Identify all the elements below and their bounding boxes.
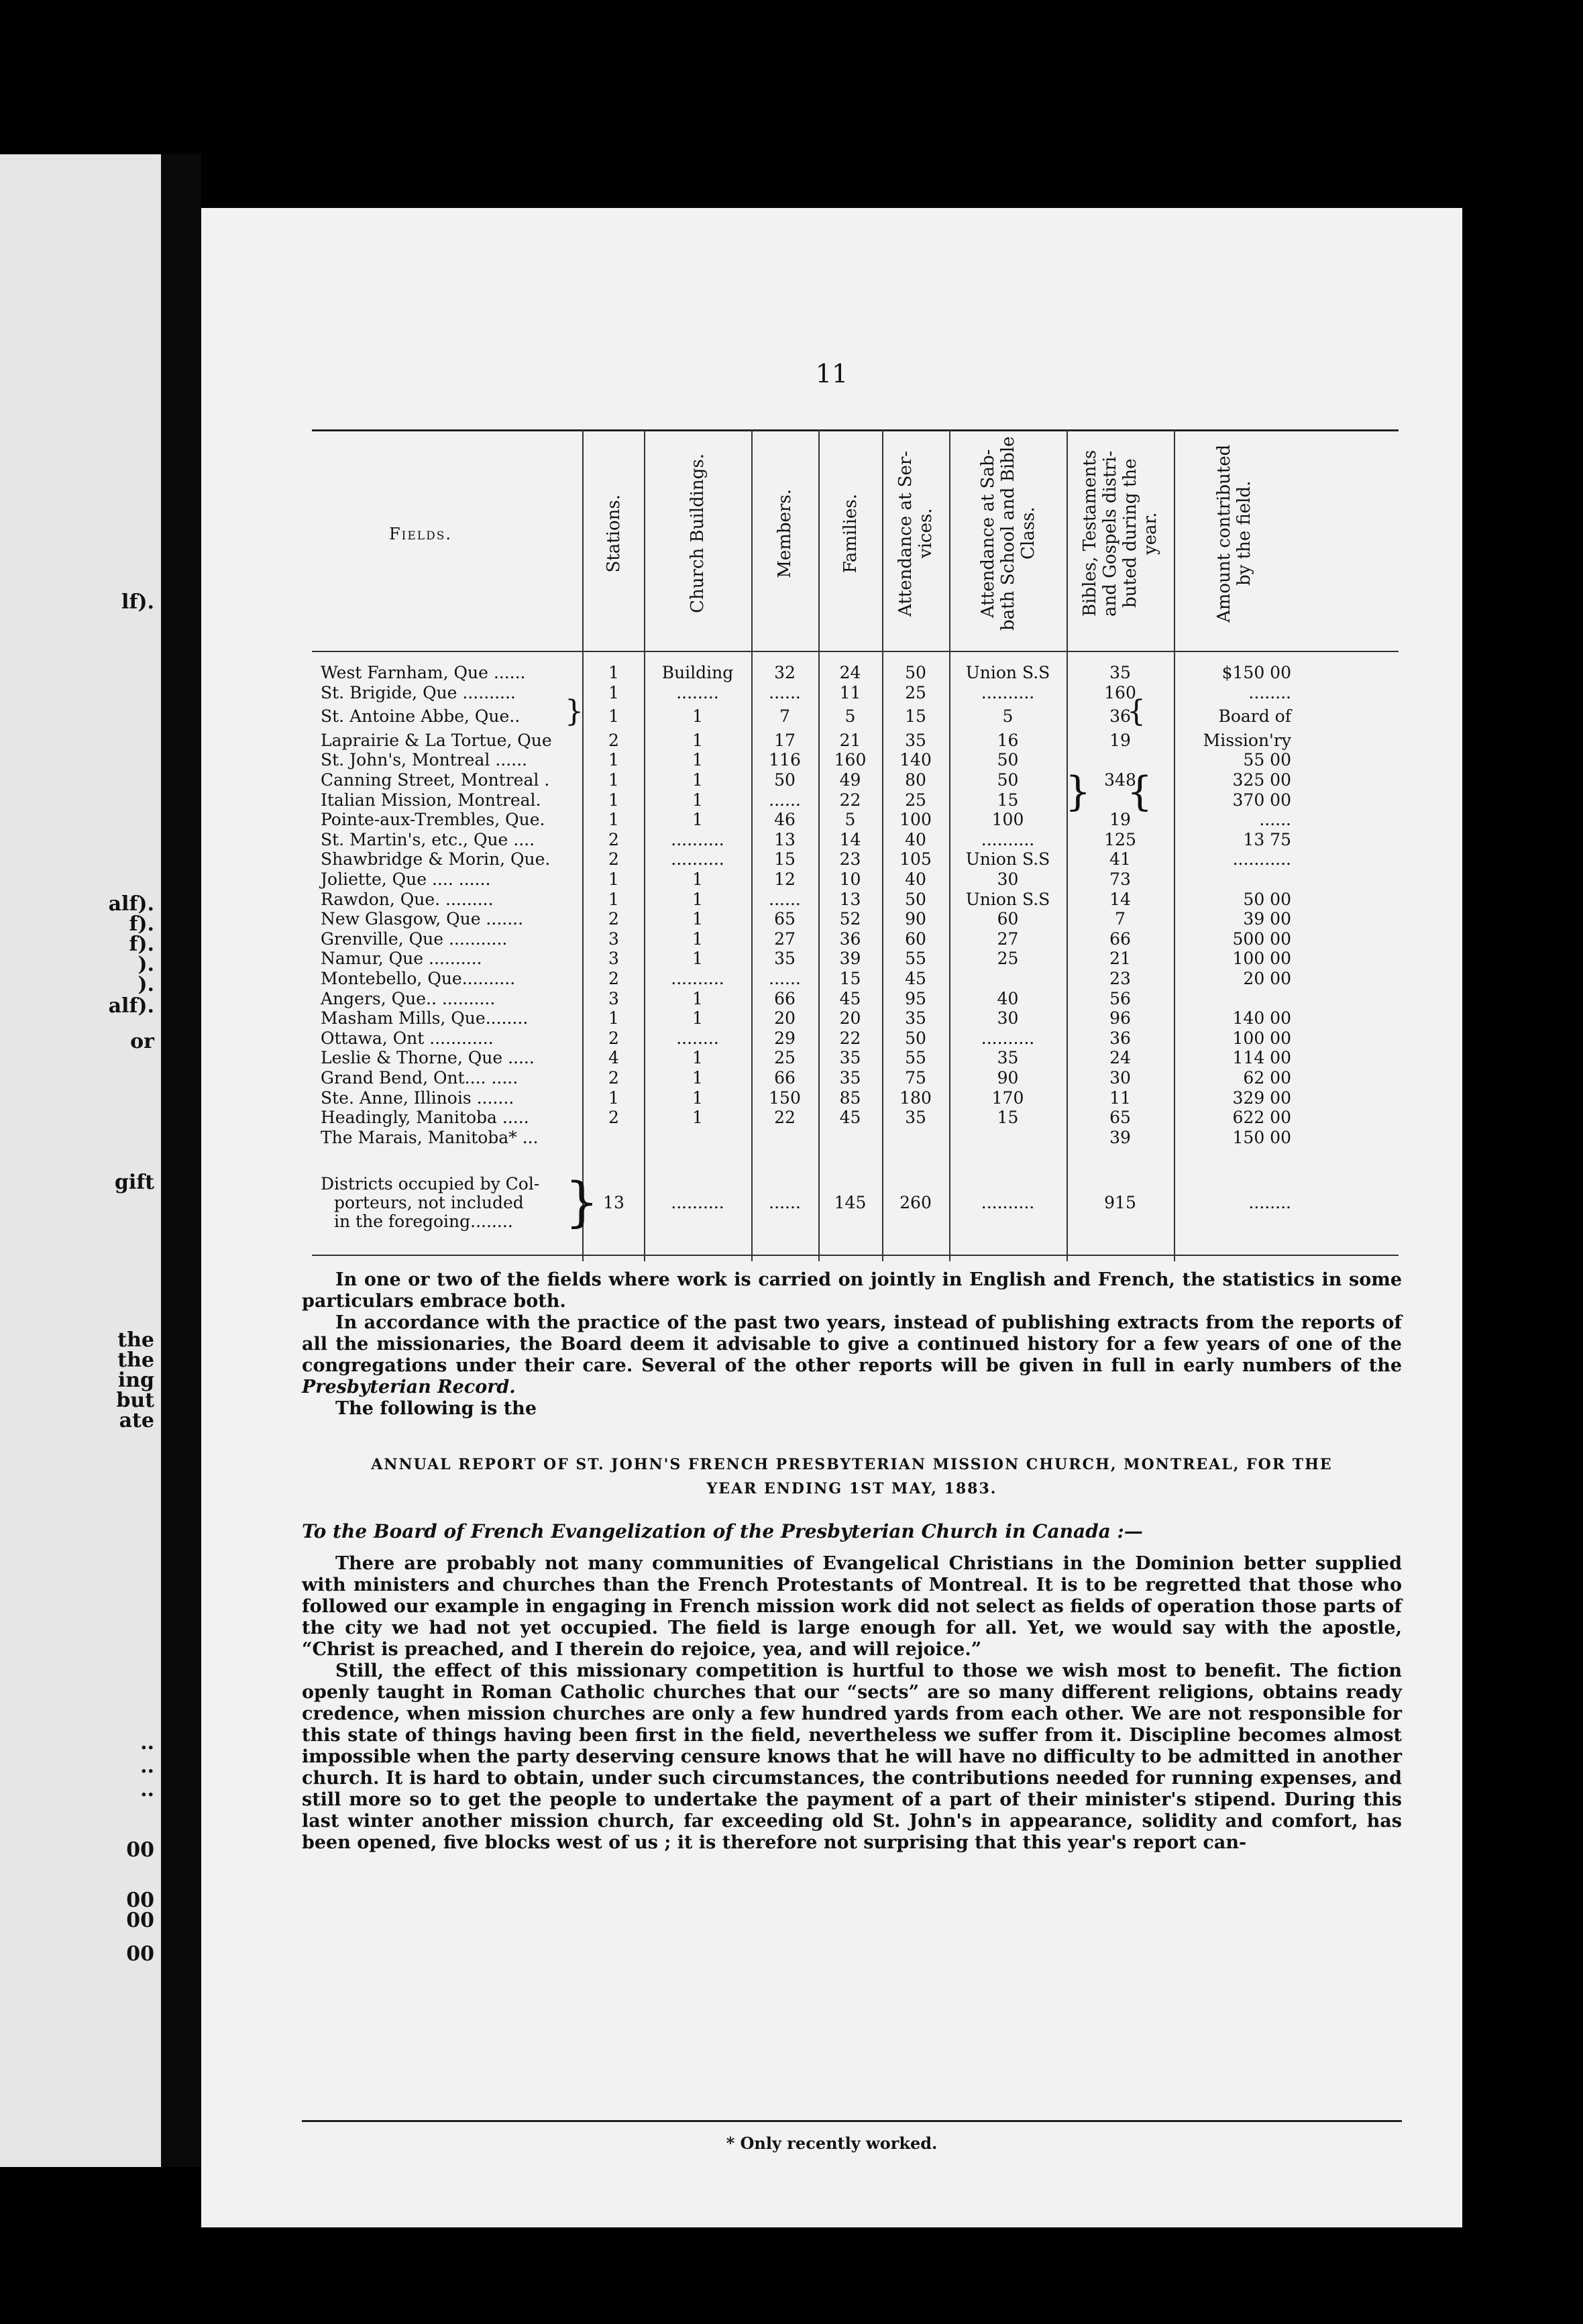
previous-page-text-fragment: ). — [138, 953, 154, 976]
table-cell-amount: 370 00 — [1232, 790, 1291, 810]
table-cell-stations: 1 — [608, 869, 619, 889]
table-cell-sabbath: Union S.S — [965, 889, 1050, 909]
members-header: Members. — [775, 488, 795, 578]
table-cell-attendance: 35 — [905, 730, 926, 750]
table-cell-stations: 2 — [608, 1028, 619, 1048]
table-cell-attendance: 80 — [905, 770, 926, 790]
table-cell-bibles: 125 — [1104, 829, 1136, 849]
table-cell-families: 15 — [839, 969, 861, 988]
table-cell-families: 22 — [839, 790, 861, 810]
table-cell-amount: 500 00 — [1232, 929, 1291, 949]
table-cell-sabbath: 16 — [997, 730, 1019, 750]
table-cell-members: 35 — [774, 949, 796, 969]
previous-page-text-fragment: 00 — [126, 1942, 154, 1966]
previous-page-text-fragment: the — [117, 1349, 154, 1372]
previous-page-text-fragment: f). — [129, 912, 154, 936]
field-name: Districts occupied by Col- — [321, 1174, 540, 1194]
table-cell-attendance: 25 — [905, 682, 926, 702]
field-name: porteurs, not included — [334, 1193, 524, 1212]
table-cell-church: 1 — [692, 730, 703, 750]
table-cell-bibles: 14 — [1109, 889, 1131, 909]
table-cell-members: 22 — [774, 1108, 796, 1128]
table-cell-church: 1 — [692, 706, 703, 727]
table-cell-attendance: 25 — [905, 790, 926, 810]
table-cell-amount: 13 75 — [1243, 829, 1291, 849]
table-cell-sabbath: 15 — [997, 790, 1019, 810]
table-cell-families: 160 — [834, 750, 867, 770]
previous-page-text-fragment: but — [116, 1389, 154, 1412]
table-cell-church: Building — [661, 663, 734, 682]
table-cell-stations: 3 — [608, 949, 619, 969]
previous-page-text-fragment: .. — [140, 1754, 154, 1778]
field-name: Italian Mission, Montreal. — [321, 790, 541, 810]
field-name: West Farnham, Que ...... — [321, 663, 526, 682]
previous-page-text-fragment: ate — [119, 1409, 154, 1432]
table-cell-sabbath: 50 — [997, 770, 1019, 790]
table-cell-families: 35 — [839, 1048, 861, 1068]
table-cell-stations: 2 — [608, 829, 619, 849]
table-cell-members: 116 — [769, 750, 801, 770]
table-cell-amount: 39 00 — [1243, 909, 1291, 929]
previous-page-text-fragment: 00 — [126, 1909, 154, 1932]
table-cell-bibles: 23 — [1109, 969, 1131, 988]
table-cell-amount: 100 00 — [1232, 1028, 1291, 1048]
field-name: St. Antoine Abbe, Que.. — [321, 706, 521, 727]
table-cell-church: 1 — [692, 869, 703, 889]
table-cell-stations: 1 — [608, 706, 619, 727]
previous-page-text-fragment: the — [117, 1328, 154, 1352]
field-name: Grand Bend, Ont.... ..... — [321, 1068, 518, 1088]
table-cell-amount: ........ — [1248, 682, 1291, 702]
table-cell-church: 1 — [692, 988, 703, 1008]
notes-paragraphs — [302, 1269, 1402, 1420]
table-cell-attendance: 50 — [905, 663, 926, 682]
table-cell-families: 24 — [839, 663, 861, 682]
table-cell-church: .......... — [671, 829, 724, 849]
table-cell-stations: 1 — [608, 1088, 619, 1108]
table-cell-families: 21 — [839, 730, 861, 750]
table-cell-bibles: 21 — [1109, 949, 1131, 969]
table-cell-sabbath: 100 — [991, 810, 1024, 830]
table-cell-members: 17 — [774, 730, 796, 750]
previous-page-text-fragment: ). — [138, 973, 154, 996]
brace: { — [1127, 694, 1146, 729]
table-cell-attendance: 95 — [905, 988, 926, 1008]
table-cell-stations: 2 — [608, 969, 619, 988]
table-cell-families: 52 — [839, 909, 861, 929]
table-cell-bibles: 56 — [1109, 988, 1131, 1008]
table-cell-attendance: 75 — [905, 1068, 926, 1088]
table-cell-sabbath: 30 — [997, 1008, 1019, 1028]
field-name: Angers, Que.. .......... — [321, 988, 496, 1008]
table-cell-bibles: 19 — [1109, 730, 1131, 750]
table-cell-members: 50 — [774, 770, 796, 790]
table-cell-bibles: 96 — [1109, 1008, 1131, 1028]
table-cell-amount: 100 00 — [1232, 949, 1291, 969]
table-cell-attendance: 15 — [905, 706, 926, 727]
table-cell-church: 1 — [692, 790, 703, 810]
table-cell-bibles: 19 — [1109, 810, 1131, 830]
previous-page-text-fragment: ing — [117, 1369, 154, 1392]
table-cell-church: 1 — [692, 810, 703, 830]
table-cell-stations: 1 — [608, 750, 619, 770]
fields-header: Fields. — [389, 525, 452, 543]
table-cell-bibles: 11 — [1109, 1088, 1131, 1108]
field-name: Canning Street, Montreal . — [321, 770, 550, 790]
table-cell-amount: ........... — [1232, 849, 1291, 869]
page-number: 11 — [815, 359, 849, 388]
church-buildings-header: Church Buildings. — [688, 454, 708, 613]
table-cell-amount: 150 00 — [1232, 1127, 1291, 1147]
bibles-header: Bibles, Testaments and Gospels distri- buted during the year. — [1080, 450, 1160, 617]
field-name: Namur, Que .......... — [321, 949, 482, 969]
table-cell-attendance: 180 — [899, 1088, 932, 1108]
table-cell-church: .......... — [671, 969, 724, 988]
previous-page-text-fragment: or — [130, 1030, 154, 1053]
table-cell-amount: Board of — [1218, 706, 1291, 727]
footnote: * Only recently worked. — [726, 2133, 938, 2153]
table-cell-church: 1 — [692, 929, 703, 949]
table-cell-members: 29 — [774, 1028, 796, 1048]
table-cell-families: 85 — [839, 1088, 861, 1108]
table-cell-families: 14 — [839, 829, 861, 849]
table-cell-attendance: 40 — [905, 829, 926, 849]
table-cell-bibles: 39 — [1109, 1127, 1131, 1147]
table-cell-sabbath: 30 — [997, 869, 1019, 889]
table-cell-sabbath: .......... — [981, 1193, 1035, 1212]
field-name: Shawbridge & Morin, Que. — [321, 849, 551, 869]
field-name: Joliette, Que .... ...... — [321, 869, 491, 889]
brace: } — [565, 694, 584, 729]
brace: } — [1065, 768, 1091, 815]
table-cell-members: 150 — [769, 1088, 801, 1108]
table-cell-amount: 622 00 — [1232, 1108, 1291, 1128]
table-cell-amount: 62 00 — [1243, 1068, 1291, 1088]
report-paragraph: There are probably not many communities of Evangelical Christians in the Dominion better supplied with ministers and churches than the French Protestants of Montreal. It is to be regretted that those who followed our example in engaging in French mission work did not select as fields of operation those parts of the city we had not yet occupied. The field is large enough for all. Yet, we would say with the apostle, “Christ is preached, and I therein do rejoice, yea, and will rejoice.” — [302, 1553, 1402, 1660]
table-cell-sabbath: 27 — [997, 929, 1019, 949]
table-cell-attendance: 140 — [899, 750, 932, 770]
header-rule — [312, 651, 1399, 652]
table-cell-attendance: 50 — [905, 889, 926, 909]
table-cell-families: 45 — [839, 988, 861, 1008]
table-cell-bibles: 65 — [1109, 1108, 1131, 1128]
previous-page-text-fragment: f). — [129, 933, 154, 956]
note-paragraph: The following is the — [335, 1398, 537, 1419]
table-cell-attendance: 35 — [905, 1008, 926, 1028]
table-cell-families: 49 — [839, 770, 861, 790]
attendance-services-header: Attendance at Ser- vices. — [895, 450, 936, 617]
stations-header: Stations. — [604, 494, 624, 573]
table-cell-stations: 2 — [608, 1108, 619, 1128]
field-name: The Marais, Manitoba* ... — [321, 1127, 539, 1147]
table-cell-members: 66 — [774, 1068, 796, 1088]
table-cell-amount: ........ — [1248, 1193, 1291, 1212]
table-cell-amount: 114 00 — [1232, 1048, 1291, 1068]
field-name: New Glasgow, Que ....... — [321, 909, 524, 929]
table-cell-attendance: 50 — [905, 1028, 926, 1048]
report-title: ANNUAL REPORT OF ST. JOHN'S FRENCH PRESBYTERIAN MISSION CHURCH, MONTREAL, FOR THE YEAR ENDING 1ST MAY, 1883. — [371, 1456, 1333, 1497]
note-paragraph: In one or two of the fields where work is carried on jointly in English and French, the statistics in some particulars embrace both. — [302, 1269, 1402, 1312]
field-name: Ste. Anne, Illinois ....... — [321, 1088, 514, 1108]
table-cell-bibles: 35 — [1109, 663, 1131, 682]
previous-page-text-fragment: 00 — [126, 1838, 154, 1862]
field-name: St. Brigide, Que .......... — [321, 682, 516, 702]
previous-page-edge — [0, 154, 161, 2167]
table-cell-families: 10 — [839, 869, 861, 889]
table-cell-amount: 325 00 — [1232, 770, 1291, 790]
field-name: Montebello, Que.......... — [321, 969, 516, 988]
table-cell-amount: 20 00 — [1243, 969, 1291, 988]
table-cell-bibles: 348 — [1104, 770, 1136, 790]
table-cell-bibles: 160 — [1104, 682, 1136, 702]
table-cell-members: 12 — [774, 869, 796, 889]
table-cell-families: 5 — [844, 810, 856, 830]
table-cell-bibles: 73 — [1109, 869, 1131, 889]
report-salutation: To the Board of French Evangelization of the Presbyterian Church in Canada :— — [302, 1520, 1143, 1542]
table-cell-sabbath: .......... — [981, 1028, 1035, 1048]
table-cell-families: 22 — [839, 1028, 861, 1048]
field-name: Grenville, Que ........... — [321, 929, 508, 949]
table-cell-amount: 55 00 — [1243, 750, 1291, 770]
table-cell-church: 1 — [692, 909, 703, 929]
field-name: Ottawa, Ont ............ — [321, 1028, 494, 1048]
table-cell-church: .......... — [671, 849, 724, 869]
table-cell-stations: 1 — [608, 1008, 619, 1028]
families-header: Families. — [840, 493, 861, 574]
attendance-sabbath-header: Attendance at Sab- bath School and Bible Class. — [977, 436, 1038, 631]
table-cell-members: 13 — [774, 829, 796, 849]
field-name: Masham Mills, Que........ — [321, 1008, 529, 1028]
table-top-rule — [312, 429, 1399, 431]
table-cell-families: 36 — [839, 929, 861, 949]
table-cell-church: 1 — [692, 1088, 703, 1108]
table-cell-bibles: 915 — [1104, 1193, 1136, 1212]
table-cell-members: 25 — [774, 1048, 796, 1068]
field-name: Pointe-aux-Trembles, Que. — [321, 810, 545, 830]
table-cell-sabbath: Union S.S — [965, 663, 1050, 682]
table-cell-bibles: 41 — [1109, 849, 1131, 869]
table-cell-attendance: 55 — [905, 949, 926, 969]
table-cell-members: 20 — [774, 1008, 796, 1028]
table-cell-attendance: 60 — [905, 929, 926, 949]
table-cell-sabbath: .......... — [981, 682, 1035, 702]
table-cell-members: ...... — [769, 682, 801, 702]
table-cell-members: ...... — [769, 1193, 801, 1212]
table-cell-sabbath: 35 — [997, 1048, 1019, 1068]
table-cell-church: 1 — [692, 1068, 703, 1088]
table-cell-sabbath: 170 — [991, 1088, 1024, 1108]
note-paragraph: In accordance with the practice of the past two years, instead of publishing extracts from the reports of all the missionaries, the Board deem it advisable to give a continued history for a few years of one of the congregations under their care. Several of the other reports will be given in full in early numbers of the Presbyterian Record. — [302, 1312, 1402, 1397]
table-cell-stations: 2 — [608, 1068, 619, 1088]
table-cell-amount: ...... — [1259, 810, 1291, 830]
book-gutter — [161, 154, 201, 2167]
document-page — [201, 208, 1462, 2227]
table-cell-church: 1 — [692, 1048, 703, 1068]
table-cell-church: 1 — [692, 1008, 703, 1028]
table-cell-bibles: 30 — [1109, 1068, 1131, 1088]
table-cell-bibles: 36 — [1109, 1028, 1131, 1048]
previous-page-text-fragment: .. — [140, 1731, 154, 1754]
table-cell-church: 1 — [692, 1108, 703, 1128]
table-cell-members: ...... — [769, 889, 801, 909]
table-cell-stations: 3 — [608, 929, 619, 949]
table-cell-church: 1 — [692, 889, 703, 909]
table-cell-stations: 1 — [608, 790, 619, 810]
table-cell-sabbath: 40 — [997, 988, 1019, 1008]
table-cell-stations: 1 — [608, 889, 619, 909]
report-paragraph: Still, the effect of this missionary competition is hurtful to those we wish most to benefit. The fiction openly taught in Roman Catholic churches that our “sects” are so many different religions, obtains ready credence, when mission churches are only a few hundred yards from each other. We are not responsible for this state of things having been first in the field, nevertheless we suffer from it. Discipline becomes almost impossible when the party deserving censure knows that he will have no difficulty to be admitted in another church. It is hard to obtain, under such circumstances, the contributions needed for running expenses, and still more so to get the people to undertake the payment of a part of their minister's stipend. During this last winter another mission church, far exceeding old St. John's in appearance, solidity and comfort, has been opened, five blocks west of us ; it is therefore not surprising that this year's report can- — [302, 1660, 1402, 1853]
table-cell-members: 66 — [774, 988, 796, 1008]
table-cell-sabbath: 25 — [997, 949, 1019, 969]
previous-page-text-fragment: gift — [114, 1171, 154, 1194]
table-cell-church: ........ — [676, 682, 719, 702]
table-cell-amount: 329 00 — [1232, 1088, 1291, 1108]
table-cell-members: 65 — [774, 909, 796, 929]
field-name: Headingly, Manitoba ..... — [321, 1108, 529, 1128]
table-cell-church: ........ — [676, 1028, 719, 1048]
table-cell-bibles: 36 — [1109, 706, 1131, 727]
field-name: Laprairie & La Tortue, Que — [321, 730, 552, 750]
field-name: St. Martin's, etc., Que .... — [321, 829, 535, 849]
table-cell-stations: 2 — [608, 849, 619, 869]
table-cell-members: 32 — [774, 663, 796, 682]
report-body — [302, 1553, 1402, 1854]
table-cell-members: 27 — [774, 929, 796, 949]
table-cell-attendance: 105 — [899, 849, 932, 869]
table-cell-sabbath: 90 — [997, 1068, 1019, 1088]
table-cell-sabbath: 5 — [1002, 706, 1014, 727]
table-cell-stations: 1 — [608, 770, 619, 790]
brace: { — [1127, 768, 1153, 815]
table-cell-stations: 1 — [608, 663, 619, 682]
table-cell-stations: 1 — [608, 810, 619, 830]
table-cell-stations: 4 — [608, 1048, 619, 1068]
previous-page-text-fragment: .. — [140, 1778, 154, 1801]
table-cell-members: 15 — [774, 849, 796, 869]
previous-page-text-fragment: 00 — [126, 1889, 154, 1912]
bottom-rule — [302, 2120, 1402, 2122]
table-cell-attendance: 90 — [905, 909, 926, 929]
table-cell-members: 46 — [774, 810, 796, 830]
field-name: in the foregoing........ — [334, 1212, 513, 1231]
table-cell-families: 39 — [839, 949, 861, 969]
table-cell-families: 20 — [839, 1008, 861, 1028]
table-cell-stations: 1 — [608, 682, 619, 702]
previous-page-text-fragment: alf). — [108, 892, 154, 916]
table-cell-stations: 3 — [608, 988, 619, 1008]
table-cell-sabbath: 15 — [997, 1108, 1019, 1128]
table-cell-families: 5 — [844, 706, 856, 727]
table-cell-attendance: 55 — [905, 1048, 926, 1068]
table-cell-members: 7 — [779, 706, 790, 727]
table-cell-church: 1 — [692, 750, 703, 770]
table-cell-bibles: 66 — [1109, 929, 1131, 949]
table-cell-stations: 2 — [608, 909, 619, 929]
table-cell-attendance: 40 — [905, 869, 926, 889]
field-name: St. John's, Montreal ...... — [321, 750, 528, 770]
table-cell-church: 1 — [692, 770, 703, 790]
table-bottom-rule — [312, 1255, 1399, 1256]
table-cell-members: ...... — [769, 790, 801, 810]
table-cell-sabbath: 60 — [997, 909, 1019, 929]
table-cell-church: 1 — [692, 949, 703, 969]
table-cell-sabbath: .......... — [981, 829, 1035, 849]
brace: } — [565, 1171, 599, 1233]
table-cell-members: ...... — [769, 969, 801, 988]
table-cell-attendance: 35 — [905, 1108, 926, 1128]
table-cell-stations: 2 — [608, 730, 619, 750]
table-cell-bibles: 24 — [1109, 1048, 1131, 1068]
field-name: Rawdon, Que. ......... — [321, 889, 494, 909]
previous-page-text-fragment: alf). — [108, 994, 154, 1018]
table-cell-families: 45 — [839, 1108, 861, 1128]
table-cell-amount: 140 00 — [1232, 1008, 1291, 1028]
table-cell-attendance: 100 — [899, 810, 932, 830]
table-cell-families: 145 — [834, 1193, 867, 1212]
table-cell-stations: 13 — [603, 1193, 624, 1212]
table-cell-families: 13 — [839, 889, 861, 909]
table-cell-amount: 50 00 — [1243, 889, 1291, 909]
table-cell-attendance: 45 — [905, 969, 926, 988]
table-cell-attendance: 260 — [899, 1193, 932, 1212]
field-name: Leslie & Thorne, Que ..... — [321, 1048, 535, 1068]
table-cell-sabbath: 50 — [997, 750, 1019, 770]
table-cell-families: 23 — [839, 849, 861, 869]
table-cell-families: 35 — [839, 1068, 861, 1088]
table-cell-amount: Mission'ry — [1203, 730, 1291, 750]
table-cell-sabbath: Union S.S — [965, 849, 1050, 869]
amount-header: Amount contributed by the field. — [1214, 444, 1254, 623]
table-cell-families: 11 — [839, 682, 861, 702]
table-cell-bibles: 7 — [1115, 909, 1126, 929]
table-cell-amount: $150 00 — [1221, 663, 1291, 682]
table-cell-church: .......... — [671, 1193, 724, 1212]
previous-page-text-fragment: lf). — [121, 590, 154, 614]
